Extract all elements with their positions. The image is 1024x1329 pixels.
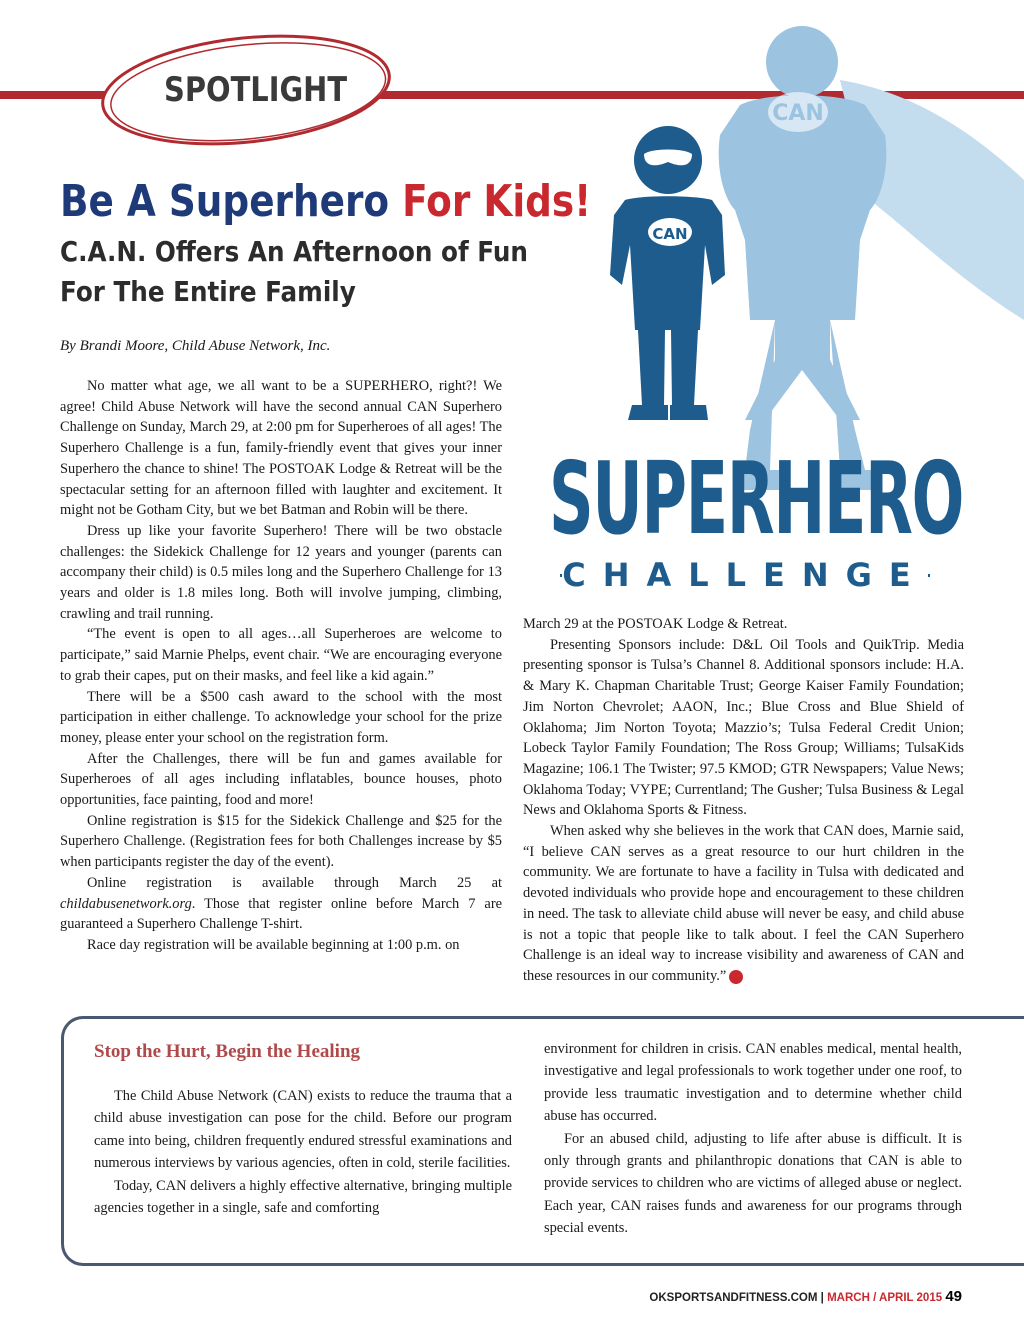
article-title — [60, 176, 591, 227]
website-link[interactable]: childabusenetwork.org — [60, 895, 192, 912]
paragraph: “The event is open to all ages…all Superheroes are welcome to participate,” said Marnie Phelps, event chair. “We are encouraging everyone to grab their capes, put on their masks, and feel like a kid again.” — [60, 626, 502, 684]
sidebar-title: Stop the Hurt, Begin the Healing — [94, 1041, 361, 1062]
subtitle-line-2: For The Entire Family — [60, 275, 356, 308]
paragraph: For an abused child, adjusting to life after abuse is difficult. It is only through grants and philanthropic donations that CAN is able to provide services to children who are victims of alleged abuse or neglect. Each year, CAN raises funds and awareness for our programs through special events. — [544, 1130, 962, 1237]
footer-site: OKSPORTSANDFITNESS.COM — [649, 1292, 818, 1304]
big-hero-emblem: CAN — [772, 101, 824, 126]
sidebar-column-1 — [94, 1085, 512, 1219]
logo-dash-right — [928, 574, 930, 577]
paragraph: After the Challenges, there will be fun and games available for Superheroes of all ages including inflatables, bounce houses, photo opportunities, face painting, food and more! — [60, 750, 502, 809]
sidebar-column-2 — [544, 1038, 962, 1240]
page-footer — [649, 1288, 962, 1305]
title-part-2: For Kids! — [402, 176, 592, 227]
closing-quote: When asked why she believes in the work that CAN does, Marnie said, “I believe CAN serves as a great resource to our hurt children in the community. We are fortunate to have a facility in Tulsa with dedicated and devoted individuals who provide hope and encouragement to these children in need. The task to alleviate child abuse will never be easy, and child abuse is not a topic that people like to talk about. I feel the CAN Superhero Challenge is an ideal way to increase visibility and awareness of CAN and these resources in our community.” — [523, 823, 964, 984]
paragraph: Dress up like your favorite Superhero! There will be two obstacle challenges: the Sidekick Challenge for 12 years and younger (parents can accompany their child) is 0.5 miles long and the Superhero Challenge for 13 years and older is 1.8 miles long. Both will involve jumping, climbing, crawling and trail running. — [60, 522, 502, 622]
small-hero-emblem: CAN — [652, 225, 688, 243]
online-text-a: Online registration is available through March 25 at — [87, 874, 502, 891]
challenge-letters: CHALLENGE — [562, 556, 928, 594]
title-part-1: Be A Superhero — [60, 176, 403, 227]
footer-separator: | — [820, 1292, 824, 1304]
article-column-1 — [60, 376, 502, 956]
challenge-logo-word — [560, 556, 930, 594]
footer-issue: MARCH / APRIL 2015 — [827, 1292, 943, 1304]
paragraph: There will be a $500 cash award to the school with the most participation in either challenge. To acknowledge your school for the prize money, please enter your school on the registration form. — [60, 688, 502, 746]
byline: By Brandi Moore, Child Abuse Network, Inc. — [60, 338, 331, 354]
section-label: SPOTLIGHT — [164, 70, 348, 110]
paragraph-last — [523, 821, 964, 987]
paragraph: The Child Abuse Network (CAN) exists to reduce the trauma that a child abuse investigation can pose for the child. Before our program came into being, children frequently endured stressful examinations and numerous interviews by various agencies, often in cold, sterile facilities. — [94, 1088, 512, 1172]
article-column-2 — [523, 614, 964, 987]
article-subtitle — [60, 232, 553, 312]
paragraph-online — [60, 873, 502, 935]
end-mark-icon — [729, 970, 743, 984]
online-text-b: . Those that register online before March 7 are guaranteed a Superhero Challenge T-shirt. — [60, 895, 502, 933]
paragraph: Today, CAN delivers a highly effective alternative, bringing multiple agencies together in a single, safe and comforting — [94, 1177, 512, 1217]
paragraph-continued: environment for children in crisis. CAN enables medical, mental health, investigative and legal professionals to work together under one roof, to provide less traumatic investigation and to determine whether child abuse has occurred. — [544, 1041, 962, 1125]
paragraph: Presenting Sponsors include: D&L Oil Tools and QuikTrip. Media presenting sponsor is Tulsa’s Channel 8. Additional sponsors include: H.A. & Mary K. Chapman Charitable Trust; George Kaiser Family Foundation; Jim Norton Chevrolet; AAON, Inc.; Blue Cross and Blue Shield of Oklahoma; Jim Norton Toyota; Mazzio’s; Tulsa Federal Credit Union; Lobeck Taylor Family Foundation; The Ross Group; Williams; TulsaKids Magazine; 106.1 The Twister; 97.5 KMOD; GTR Newspapers; Value News; Oklahoma Today; VYPE; Currentland; The Gusher; Tulsa Business & Legal News and Oklahoma Sports & Fitness. — [523, 636, 964, 819]
page-number: 49 — [945, 1288, 962, 1305]
paragraph: Online registration is $15 for the Sidekick Challenge and $25 for the Superhero Challenge. (Registration fees for both Challenges increase by $5 when participants register the day of the event). — [60, 812, 502, 871]
superhero-logo-word: SUPERHERO — [549, 440, 964, 557]
paragraph-continued: March 29 at the POSTOAK Lodge & Retreat. — [523, 616, 788, 632]
subtitle-line-1: C.A.N. Offers An Afternoon of Fun — [60, 235, 528, 268]
paragraph: Race day registration will be available beginning at 1:00 p.m. on — [87, 936, 460, 953]
paragraph: No matter what age, we all want to be a SUPERHERO, right?! We agree! Child Abuse Network will have the second annual CAN Superhero Challenge on Sunday, March 29, at 2:00 pm for Superheroes of all ages! The Superhero Challenge is a fun, family-friendly event that gives your inner Superhero the chance to shine! The POSTOAK Lodge & Retreat will be the spectacular setting for an afternoon filled with laughter and excitement. It might not be Gotham City, but we bet Batman and Robin will be there. — [60, 378, 502, 519]
